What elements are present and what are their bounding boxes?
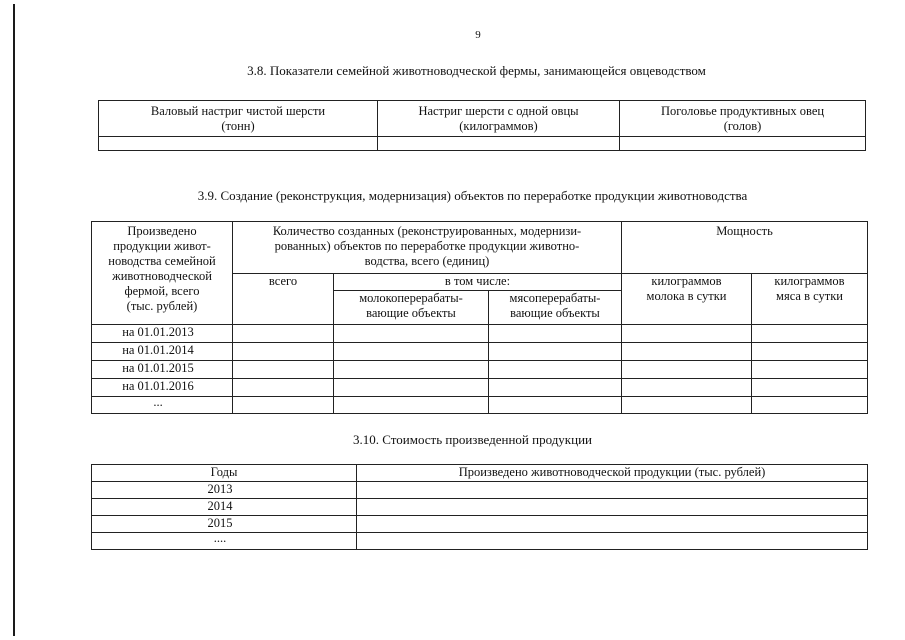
year-cell: 2013 bbox=[92, 482, 357, 499]
table-cell bbox=[357, 482, 868, 499]
processing-facilities-table bbox=[91, 221, 868, 414]
header-objects-quantity: Количество созданных (реконструированных, модернизи- рованных) объектов по переработке продукции животно- водства, всего (единиц) bbox=[233, 222, 622, 274]
year-cell: 2014 bbox=[92, 499, 357, 516]
row-label: на 01.01.2015 bbox=[92, 361, 233, 379]
table-cell bbox=[233, 325, 334, 343]
header-objects-total: всего bbox=[233, 274, 334, 325]
header-gross-wool: Валовый настриг чистой шерсти (тонн) bbox=[99, 101, 378, 137]
year-cell: 2015 bbox=[92, 516, 357, 533]
year-cell: .... bbox=[92, 533, 357, 550]
wool-indicators-table bbox=[98, 100, 866, 151]
table-cell bbox=[357, 516, 868, 533]
table-cell bbox=[334, 397, 489, 414]
header-produced-total: Произведено продукции живот- новодства семейной животноводческой фермой, всего (тыс. рублей) bbox=[92, 222, 233, 325]
table-cell bbox=[489, 397, 622, 414]
table-cell bbox=[233, 397, 334, 414]
header-produced-value: Произведено животноводческой продукции (тыс. рублей) bbox=[357, 465, 868, 482]
header-capacity: Мощность bbox=[622, 222, 868, 274]
header-milk-objects: молокоперерабаты- вающие объекты bbox=[334, 291, 489, 325]
section-3-9-title: 3.9. Создание (реконструкция, модернизация) объектов по переработке продукции животноводства bbox=[197, 188, 748, 203]
cell-gross-wool bbox=[99, 137, 378, 151]
header-meat-kg-per-day: килограммов мяса в сутки bbox=[752, 274, 868, 325]
table-cell bbox=[233, 343, 334, 361]
table-cell bbox=[357, 533, 868, 550]
table-cell bbox=[622, 325, 752, 343]
page-number: 9 bbox=[475, 29, 481, 41]
table-cell bbox=[752, 325, 868, 343]
table-cell bbox=[489, 361, 622, 379]
table-cell bbox=[489, 325, 622, 343]
table-cell bbox=[622, 379, 752, 397]
cell-sheep-headcount bbox=[620, 137, 866, 151]
header-meat-objects: мясоперерабаты- вающие объекты bbox=[489, 291, 622, 325]
table-cell bbox=[233, 379, 334, 397]
table-cell bbox=[489, 379, 622, 397]
row-label: ... bbox=[92, 397, 233, 414]
table-cell bbox=[752, 361, 868, 379]
row-label: на 01.01.2014 bbox=[92, 343, 233, 361]
header-milk-kg-per-day: килограммов молока в сутки bbox=[622, 274, 752, 325]
header-sheep-headcount: Поголовье продуктивных овец (голов) bbox=[620, 101, 866, 137]
table-cell bbox=[622, 343, 752, 361]
table-cell bbox=[622, 397, 752, 414]
row-label: на 01.01.2016 bbox=[92, 379, 233, 397]
section-3-10-title: 3.10. Стоимость произведенной продукции bbox=[353, 432, 592, 447]
table-cell bbox=[334, 343, 489, 361]
table-cell bbox=[752, 397, 868, 414]
table-cell bbox=[334, 325, 489, 343]
cell-wool-per-sheep bbox=[378, 137, 620, 151]
table-cell bbox=[752, 379, 868, 397]
header-including: в том числе: bbox=[334, 274, 622, 291]
product-cost-table bbox=[91, 464, 868, 550]
section-3-8-title: 3.8. Показатели семейной животноводческой фермы, занимающейся овцеводством bbox=[247, 63, 706, 78]
table-cell bbox=[489, 343, 622, 361]
table-cell bbox=[357, 499, 868, 516]
table-cell bbox=[752, 343, 868, 361]
table-cell bbox=[334, 379, 489, 397]
row-label: на 01.01.2013 bbox=[92, 325, 233, 343]
header-years: Годы bbox=[92, 465, 357, 482]
table-cell bbox=[233, 361, 334, 379]
header-wool-per-sheep: Настриг шерсти с одной овцы (килограммов) bbox=[378, 101, 620, 137]
left-margin-line bbox=[13, 4, 15, 636]
table-cell bbox=[334, 361, 489, 379]
table-cell bbox=[622, 361, 752, 379]
